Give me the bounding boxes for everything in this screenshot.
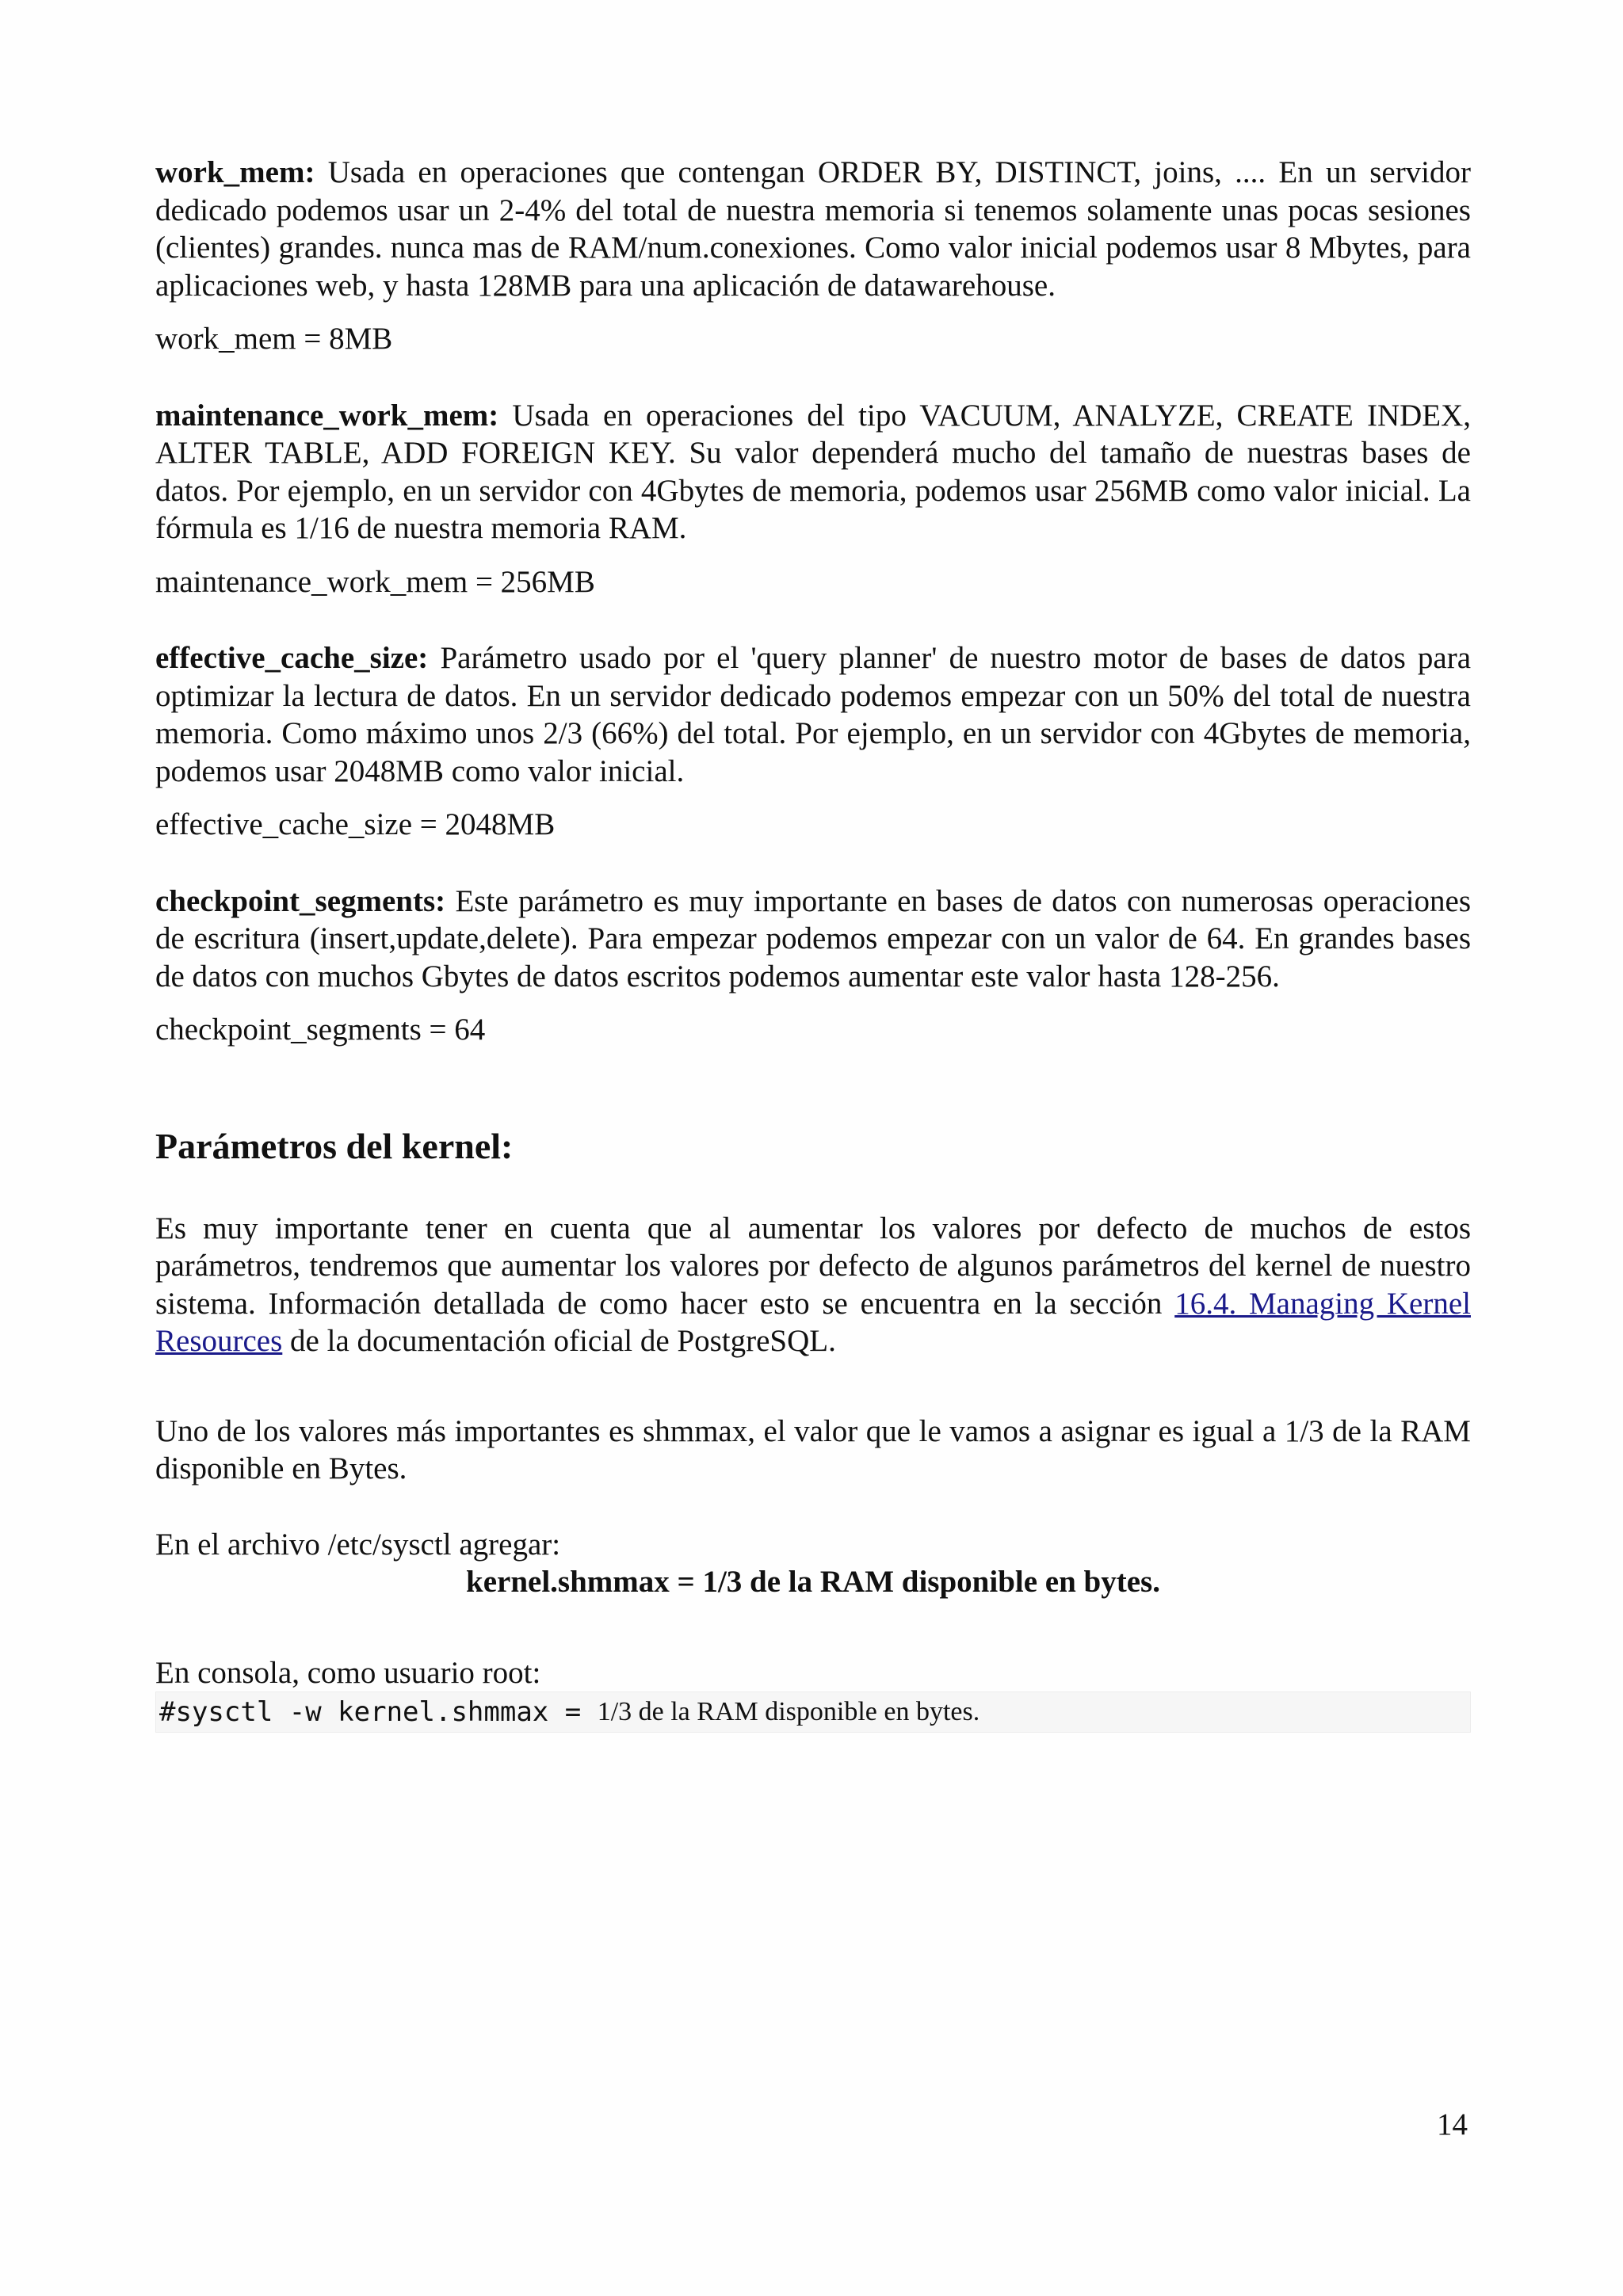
effective-cache-size-setting: effective_cache_size = 2048MB	[155, 807, 556, 841]
console-note: 1/3 de la RAM disponible en bytes.	[597, 1697, 980, 1726]
console-command: #sysctl -w kernel.shmmax =	[159, 1696, 598, 1728]
kernel-intro-paragraph	[155, 1210, 1471, 1360]
work-mem-term: work_mem:	[155, 155, 315, 189]
checkpoint-segments-paragraph	[155, 883, 1471, 996]
shmmax-paragraph: Uno de los valores más importantes es shmmax, el valor que le vamos a asignar es igual a 1/3 de la RAM disponible en Bytes.	[155, 1413, 1471, 1486]
work-mem-description: Usada en operaciones que contengan ORDER BY, DISTINCT, joins, .... En un servidor dedicado podemos usar un 2-4% del total de nuestra memoria si tenemos solamente unas pocas sesiones (clientes) grandes. nunca mas de RAM/num.conexiones. Como valor inicial podemos usar 8 Mbytes, para aplicaciones web, y hasta 128MB para una aplicación de datawarehouse.	[155, 155, 1472, 303]
effective-cache-size-paragraph	[155, 639, 1471, 790]
effective-cache-size-term: effective_cache_size:	[155, 641, 429, 675]
sysctl-file-line: kernel.shmmax = 1/3 de la RAM disponible en bytes.	[466, 1565, 1160, 1599]
console-code-block	[155, 1691, 1471, 1733]
kernel-intro-tail: de la documentación oficial de PostgreSQL.	[282, 1324, 836, 1358]
kernel-intro-text: Es muy importante tener en cuenta que al aumentar los valores por defecto de muchos de estos parámetros, tendremos que aumentar los valores por defecto de algunos parámetros del kernel de nuestro sistema. Información detallada de como hacer esto se encuentra en la sección	[155, 1211, 1471, 1321]
page-content	[155, 154, 1471, 1733]
checkpoint-segments-term: checkpoint_segments:	[155, 883, 446, 918]
checkpoint-segments-description: Este parámetro es muy importante en bases de datos con numerosas operaciones de escritura (insert,update,delete). Para empezar podemos empezar con un valor de 64. En grandes bases de datos con muchos Gbytes de datos escritos podemos aumentar este valor hasta 128-256.	[155, 883, 1471, 994]
maintenance-work-mem-setting: maintenance_work_mem = 256MB	[155, 564, 595, 599]
managing-kernel-resources-link[interactable]: 16.4. Managing Kernel Resources	[155, 1286, 1471, 1358]
sysctl-file-label: En el archivo /etc/sysctl agregar:	[155, 1527, 561, 1562]
work-mem-paragraph	[155, 154, 1471, 304]
page-number: 14	[1437, 2107, 1468, 2142]
kernel-section-heading: Parámetros del kernel:	[155, 1125, 514, 1166]
console-label: En consola, como usuario root:	[155, 1655, 541, 1690]
effective-cache-size-description: Parámetro usado por el 'query planner' de nuestro motor de bases de datos para optimizar la lectura de datos. En un servidor dedicado podemos empezar con un 50% del total de nuestra memoria. Como máximo unos 2/3 (66%) del total. Por ejemplo, en un servidor con 4Gbytes de memoria, podemos usar 2048MB como valor inicial.	[155, 641, 1472, 788]
maintenance-work-mem-term: maintenance_work_mem:	[155, 398, 499, 433]
maintenance-work-mem-paragraph	[155, 397, 1471, 547]
checkpoint-segments-setting: checkpoint_segments = 64	[155, 1013, 486, 1047]
work-mem-setting: work_mem = 8MB	[155, 322, 393, 356]
maintenance-work-mem-description: Usada en operaciones del tipo VACUUM, ANALYZE, CREATE INDEX, ALTER TABLE, ADD FOREIGN KEY. Su valor dependerá mucho del tamaño de nuestras bases de datos. Por ejemplo, en un servidor con 4Gbytes de memoria, podemos usar 256MB como valor inicial. La fórmula es 1/16 de nuestra memoria RAM.	[155, 398, 1472, 545]
